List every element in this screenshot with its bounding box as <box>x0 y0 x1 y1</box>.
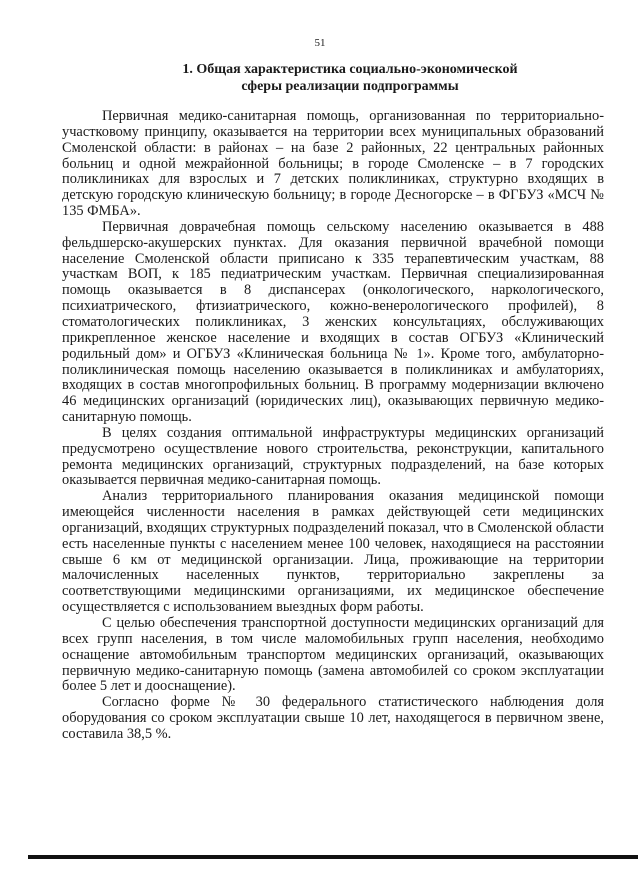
bottom-divider <box>28 855 638 859</box>
paragraph: Анализ территориального планирования оказания медицинской помощи имеющейся численности населения в рамках действующей сети медицинских организаций, входящих структурных подразделений показал, что в Смоленской области есть населенные пункты с населением менее 100 человек, находящиеся на расстоянии свыше 6 км от медицинской организации. Лица, проживающие на территории малочисленных населенных пунктов, территориально закреплены за соответствующими медицинскими организациями, их медицинское обеспечение осуществляется с использованием выездных форм работы. <box>62 488 604 616</box>
paragraph: С целью обеспечения транспортной доступности медицинских организаций для всех групп населения, в том числе маломобильных групп населения, необходимо оснащение автомобильным транспортом медицинских организаций, оказывающих первичную медико-санитарную помощь (замена автомобилей со сроком эксплуатации более 5 лет и дооснащение). <box>62 615 604 695</box>
page-number: 51 <box>314 37 326 49</box>
section-heading-line: сферы реализации подпрограммы <box>241 79 459 94</box>
section-heading-line: 1. Общая характеристика социально-экономической <box>182 62 518 77</box>
paragraph: Первичная медико-санитарная помощь, организованная по территориально-участковому принципу, оказывается на территории всех муниципальных образований Смоленской области: в районах – на базе 2 районных, 22 центральных районных больниц и одной межрайонной больницы; в городе Смоленске – в 7 городских поликлиниках для взрослых и 7 детских поликлиниках, структурно входящих в детскую городскую клиническую больницу; в городе Десногорске – в ФГБУЗ «МСЧ № 135 ФМБА». <box>62 108 604 220</box>
body-text <box>62 109 604 743</box>
section-heading <box>150 61 550 95</box>
paragraph: Согласно форме № 30 федерального статистического наблюдения доля оборудования со сроком эксплуатации свыше 10 лет, находящегося в первичном звене, составила 38,5 %. <box>62 694 604 742</box>
paragraph: Первичная доврачебная помощь сельскому населению оказывается в 488 фельдшерско-акушерских пунктах. Для оказания первичной врачебной помощи население Смоленской области приписано к 335 терапевтическим участкам, 88 участкам ВОП, к 185 педиатрическим участкам. Первичная специализированная помощь оказывается в 8 диспансерах (онкологического, наркологического, психиатрического, фтизиатрического, кожно-венерологического профилей), 8 стоматологических поликлиниках, 3 женских консультациях, обслуживающих прикрепленное женское население и входящих в состав ОГБУЗ «Клинический родильный дом» и ОГБУЗ «Клиническая больница № 1». Кроме того, амбулаторно-поликлиническая помощь населению оказывается в поликлиниках и амбулаториях, входящих в состав многопрофильных больниц. В программу модернизации включено 46 медицинских организаций (юридических лиц), оказывающих первичную медико-санитарную помощь. <box>62 218 604 426</box>
paragraph: В целях создания оптимальной инфраструктуры медицинских организаций предусмотрено осуществление нового строительства, реконструкции, капитального ремонта медицинских организаций, структурных подразделений, на базе которых оказывается первичная медико-санитарная помощь. <box>62 424 604 489</box>
